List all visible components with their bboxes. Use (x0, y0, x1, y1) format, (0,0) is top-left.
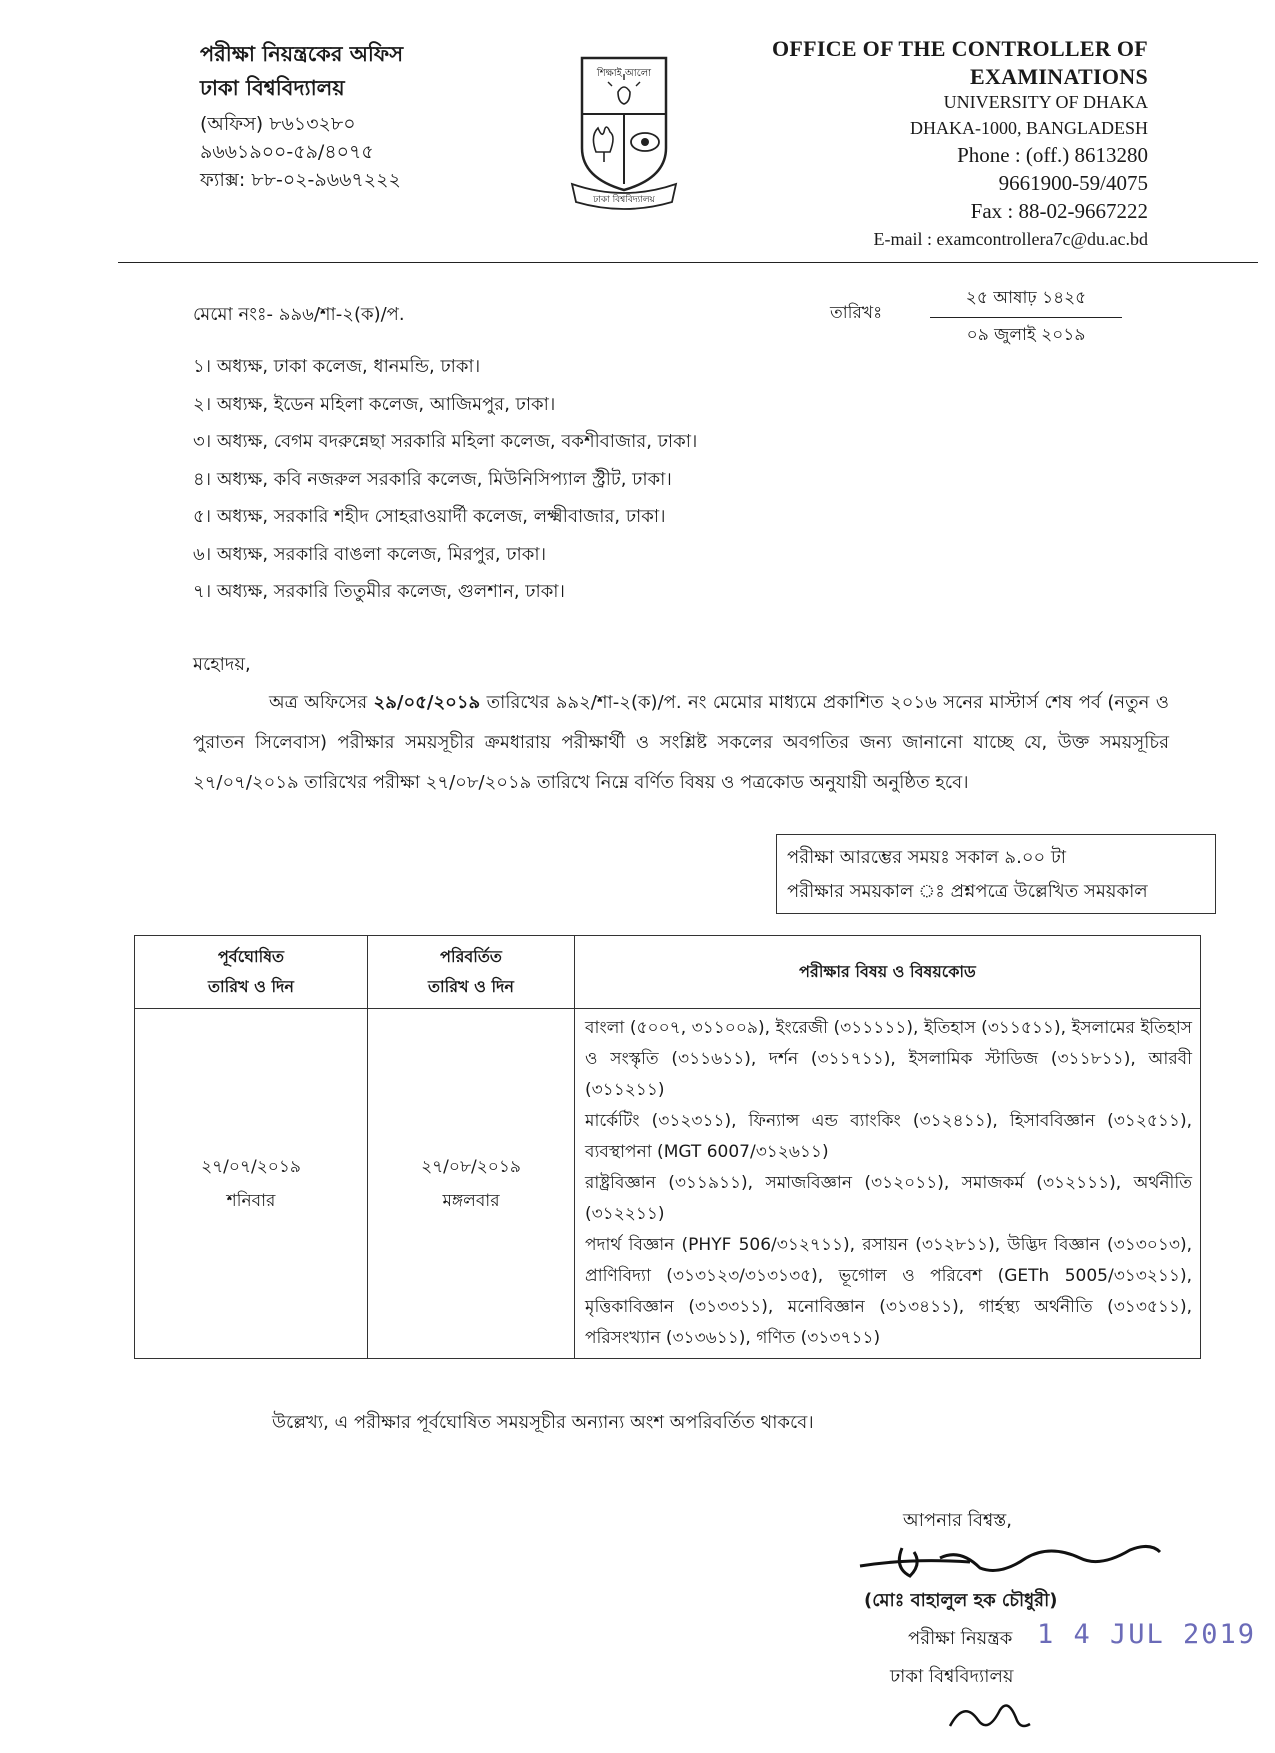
memo-number: মেমো নংঃ- ৯৯৬/শা-২(ক)/প. (193, 304, 405, 325)
header-text: তারিখ ও দিন (208, 977, 294, 996)
subject-group: মার্কেটিং (৩১২৩১১), ফিন্যান্স এন্ড ব্যাংকিং (৩১২৪১১), হিসাববিজ্ঞান (৩১২৫১১), ব্যবস্থাপনা (MGT 6007/৩১২৬১১) (585, 1111, 1192, 1162)
header-text: তারিখ ও দিন (428, 977, 514, 996)
recipient-item: ৫। অধ্যক্ষ, সরকারি শহীদ সোহরাওয়ার্দী কলেজ, লক্ষ্মীবাজার, ঢাকা। (193, 506, 666, 527)
fax-en: Fax : 88-02-9667222 (970, 199, 1148, 223)
date-label: তারিখঃ (830, 303, 883, 323)
office-name-bn: পরীক্ষা নিয়ন্ত্রকের অফিস (200, 42, 404, 66)
body-paragraph (193, 683, 1169, 803)
recipient-item: ৪। অধ্যক্ষ, কবি নজরুল সরকারি কলেজ, মিউনিসিপ্যাল স্ট্রীট, ঢাকা। (193, 468, 672, 490)
subjects-cell (575, 1009, 1201, 1359)
closing-text: আপনার বিশ্বস্ত, (903, 1510, 1012, 1531)
office-name-en-line2: EXAMINATIONS (970, 64, 1148, 89)
recipient-item: ২। অধ্যক্ষ, ইডেন মহিলা কলেজ, আজিমপুর, ঢাকা। (193, 393, 556, 415)
changed-date-cell (368, 1009, 575, 1359)
changed-day: মঙ্গলবার (442, 1190, 500, 1211)
previous-date: ২৭/০৭/২০১৯ (201, 1156, 301, 1177)
office-phone-bn: (অফিস) ৮৬১৩২৮০ (200, 113, 356, 135)
email-en: E-mail : examcontrollera7c@du.ac.bd (873, 229, 1148, 249)
exam-start-time: পরীক্ষা আরম্ভের সময়ঃ সকাল ৯.০০ টা (787, 847, 1066, 868)
handwritten-signature (850, 1528, 1170, 1588)
initials-signature (944, 1690, 1034, 1740)
exam-duration: পরীক্ষার সময়কাল ঃ প্রশ্নপত্রে উল্লেখিত সময়কাল (787, 881, 1148, 902)
subject-group: বাংলা (৫০০৭, ৩১১০০৯), ইংরেজী (৩১১১১১), ইতিহাস (৩১১৫১১), ইসলামের ইতিহাস ও সংস্কৃতি (৩১১৬১১), দর্শন (৩১১৭১১), ইসলামিক স্টাডিজ (৩১১৮১১), আরবী (৩১১২১১) (585, 1018, 1192, 1100)
pbx-phone-bn: ৯৬৬১৯০০-৫৯/৪০৭৫ (200, 141, 374, 163)
schedule-table (134, 935, 1201, 1359)
body-text-part2: তারিখের ৯৯২/শা-২(ক)/প. নং মেমোর মাধ্যমে প্রকাশিত ২০১৬ সনের মাস্টার্স শেষ পর্ব (নতুন ও পুরাতন সিলেবাস) পরীক্ষার সময়সূচীর ক্রমধারায় পরীক্ষার্থী ও সংশ্লিষ্ট সকলের অবগতির জন্য জানানো যাচ্ছে যে, উক্ত সময়সূচির ২৭/০৭/২০১৯ তারিখের পরীক্ষা ২৭/০৮/২০১৯ তারিখে নিম্নে বর্ণিত বিষয় ও পত্রকোড অনুযায়ী অনুষ্ঠিত হবে। (193, 692, 1169, 793)
recipient-item: ১। অধ্যক্ষ, ঢাকা কলেজ, ধানমন্ডি, ঢাকা। (193, 356, 481, 377)
university-name-en: UNIVERSITY OF DHAKA (943, 92, 1148, 112)
body-text-part1: অত্র অফিসের (269, 692, 374, 713)
logo-banner: ঢাকা বিশ্ববিদ্যালয় (593, 195, 655, 205)
date-bangla: ২৫ আষাঢ় ১৪২৫ (930, 285, 1122, 318)
table-row (135, 1009, 1201, 1359)
memo-date (930, 285, 1122, 350)
phone-en: Phone : (off.) 8613280 (957, 143, 1148, 167)
exam-time-box (776, 834, 1216, 914)
recipient-item: ৬। অধ্যক্ষ, সরকারি বাঙলা কলেজ, মিরপুর, ঢাকা। (193, 543, 547, 565)
date-gregorian: ০৯ জুলাই ২০১৯ (966, 325, 1086, 345)
university-name-bn: ঢাকা বিশ্ববিদ্যালয় (200, 76, 345, 100)
signatory-title: পরীক্ষা নিয়ন্ত্রক (908, 1628, 1013, 1649)
changed-date: ২৭/০৮/২০১৯ (421, 1156, 521, 1177)
recipient-item: ৭। অধ্যক্ষ, সরকারি তিতুমীর কলেজ, গুলশান, ঢাকা। (193, 581, 565, 602)
recipient-item: ৩। অধ্যক্ষ, বেগম বদরুন্নেছা সরকারি মহিলা কলেজ, বকশীবাজার, ঢাকা। (193, 431, 698, 452)
subject-group: পদার্থ বিজ্ঞান (PHYF 506/৩১২৭১১), রসায়ন (৩১২৮১১), উদ্ভিদ বিজ্ঞান (৩১৩০১৩), প্রাণিবিদ্যা (৩১৩১২৩/৩১৩১৩৫), ভূগোল ও পরিবেশ (GETh 5005/৩১৩২১১), মৃত্তিকাবিজ্ঞান (৩১৩৩১১), মনোবিজ্ঞান (৩১৩৪১১), গার্হস্থ্য অর্থনীতি (৩১৩৫১১), পরিসংখ্যান (৩১৩৬১১), গণিত (৩১৩৭১১) (585, 1235, 1192, 1348)
header-previous-date (135, 936, 368, 1009)
header-text: পূর্বঘোষিত (217, 947, 285, 966)
previous-date-cell (135, 1009, 368, 1359)
salutation: মহোদয়, (193, 654, 251, 675)
address-en: DHAKA-1000, BANGLADESH (910, 118, 1148, 138)
office-name-en-line1: OFFICE OF THE CONTROLLER OF (771, 36, 1148, 61)
signatory-name: (মোঃ বাহালুল হক চৌধুরী) (864, 1590, 1058, 1611)
subject-group: রাষ্ট্রবিজ্ঞান (৩১১৯১১), সমাজবিজ্ঞান (৩১২০১১), সমাজকর্ম (৩১২১১১), অর্থনীতি (৩১২২১১) (585, 1173, 1192, 1224)
note-text: উল্লেখ্য, এ পরীক্ষার পূর্বঘোষিত সময়সূচীর অন্যান্য অংশ অপরিবর্তিত থাকবে। (272, 1412, 814, 1433)
header-subjects: পরীক্ষার বিষয় ও বিষয়কোড (575, 936, 1201, 1009)
received-date-stamp: 1 4 JUL 2019 (1037, 1619, 1257, 1650)
signatory-org: ঢাকা বিশ্ববিদ্যালয় (890, 1666, 1014, 1687)
university-logo (568, 52, 680, 212)
body-bold-date: ২৯/০৫/২০১৯ (373, 692, 481, 713)
table-header-row (135, 936, 1201, 1009)
phone2-en: 9661900-59/4075 (998, 171, 1148, 195)
logo-motto: শিক্ষাই আলো (596, 68, 652, 79)
header-divider (118, 262, 1258, 263)
header-changed-date (368, 936, 575, 1009)
recipient-list (193, 352, 697, 615)
fax-bn: ফ্যাক্স: ৮৮-০২-৯৬৬৭২২২ (200, 169, 401, 191)
previous-day: শনিবার (226, 1190, 276, 1211)
header-text: পরিবর্তিত (440, 947, 502, 966)
